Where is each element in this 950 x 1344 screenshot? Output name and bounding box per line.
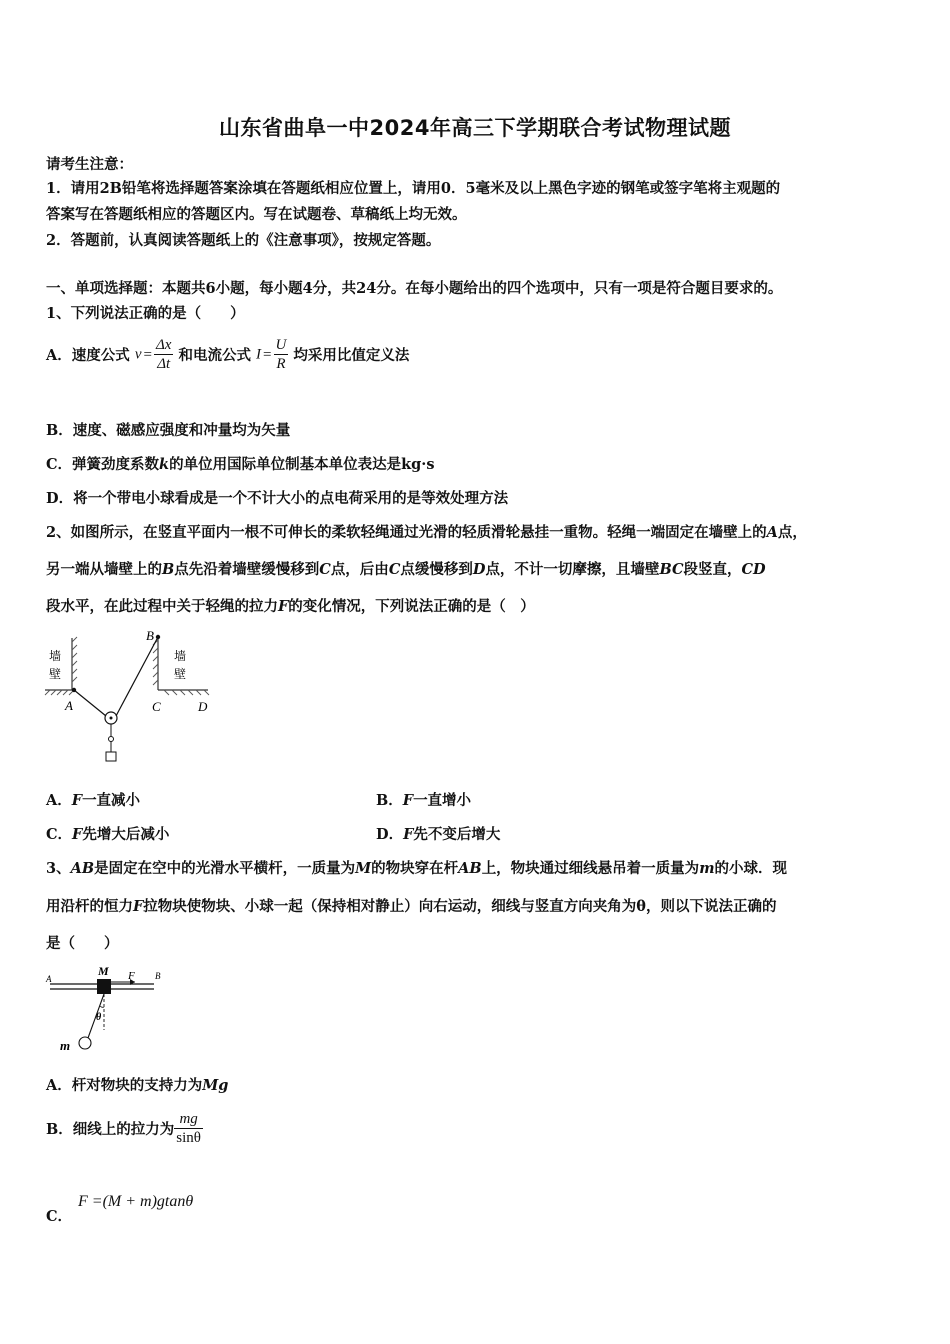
question-2-line-2: 另一端从墙壁上的B点先沿着墙壁缓慢移到C点，后由C点缓慢移到D点，不计一切摩擦，且墙壁BC段竖直，CD	[46, 561, 766, 578]
right-wall-label-2: 壁	[174, 667, 187, 681]
force-label: F	[128, 970, 135, 982]
question-3-line-3: 是（ ）	[46, 935, 119, 952]
question-3-option-c-label: C．	[46, 1208, 73, 1225]
question-3-option-b: B．细线上的拉力为 $\frac{mg}{\sin\theta}$	[46, 1111, 201, 1146]
hanger-hook	[109, 737, 114, 742]
point-a-label: A	[65, 698, 73, 713]
angle-theta-label: θ	[96, 1012, 102, 1023]
notice-item-1-line-1: 1．请用2B铅笔将选择题答案涂填在答题纸相应位置上，请用0．5毫米及以上黑色字迹的钢笔或签字笔将主观题的	[46, 180, 781, 197]
option-a-suffix: 均采用比值定义法	[293, 347, 410, 364]
rod-block-diagram	[40, 960, 170, 1058]
right-wall-label-1: 墙	[174, 649, 187, 663]
rod-end-b-label: B	[155, 971, 161, 981]
tension-denominator: sinθ	[176, 1130, 201, 1146]
question-1-option-b: B．速度、磁感应强度和冲量均为矢量	[46, 422, 291, 439]
block-m	[97, 979, 111, 994]
current-numerator: U	[275, 337, 287, 353]
question-2-line-1: 2、如图所示，在竖直平面内一根不可伸长的柔软轻绳通过光滑的轻质滑轮悬挂一重物。轻绳一端固定在墙壁上的A点，	[46, 524, 807, 541]
question-1-option-a: A．速度公式 v = $\frac{\Delta x}{\Delta t}$ 和电流公式 I = $\frac{U}{R}$ 均采用比值定义法	[46, 337, 410, 372]
question-3-option-a: A．杆对物块的支持力为Mg	[46, 1077, 229, 1094]
notice-heading: 请考生注意：	[46, 156, 133, 173]
current-denominator: R	[276, 356, 286, 372]
option-a-mid: 和电流公式	[178, 347, 251, 364]
left-wall-label-2: 壁	[49, 667, 62, 681]
option-a-prefix: A．速度公式	[46, 347, 130, 364]
rod-end-a-label: A	[46, 974, 52, 984]
current-symbol: I	[256, 346, 262, 363]
notice-item-1-line-2: 答案写在答题纸相应的答题区内。写在试题卷、草稿纸上均无效。	[46, 206, 467, 223]
question-1-option-c: C．弹簧劲度系数k的单位用国际单位制基本单位表达是kg·s	[46, 456, 435, 473]
velocity-denominator: Δt	[157, 356, 171, 372]
question-2-option-c: C．F先增大后减小	[46, 826, 170, 843]
velocity-fraction	[154, 336, 173, 373]
hanging-weight	[106, 752, 116, 761]
point-d-label: D	[198, 699, 208, 714]
equals-sign: =	[143, 346, 152, 363]
question-1-stem: 1、下列说法正确的是（ ）	[46, 305, 245, 322]
question-3-line-1: 3、AB是固定在空中的光滑水平横杆，一质量为M的物块穿在杆AB上，物块通过细线悬吊着一质量为m的小球．现	[46, 860, 788, 877]
angle-arc	[100, 1006, 104, 1007]
ball-mass-label: m	[60, 1038, 71, 1053]
section-heading: 一、单项选择题：本题共6小题，每小题4分，共24分。在每小题给出的四个选项中，只有一项是符合题目要求的。	[46, 280, 783, 297]
ball-m	[79, 1037, 91, 1049]
question-3-option-c-formula: F =(M + m)gtanθ	[78, 1193, 194, 1210]
tension-fraction	[174, 1110, 203, 1147]
point-b-label: B	[146, 628, 154, 643]
left-wall-label-1: 墙	[49, 649, 62, 663]
pulley-axle	[110, 717, 113, 720]
block-mass-label: M	[98, 964, 109, 978]
rope-left-segment	[74, 690, 106, 716]
question-2-option-a: A．F一直减小	[46, 792, 141, 809]
tension-numerator: mg	[174, 1110, 203, 1129]
velocity-numerator: Δx	[155, 337, 172, 353]
question-3-line-2: 用沿杆的恒力F拉物块使物块、小球一起（保持相对静止）向右运动，细线与竖直方向夹角为θ，则以下说法正确的	[46, 898, 777, 915]
question-1-option-d: D．将一个带电小球看成是一个不计大小的点电荷采用的是等效处理方法	[46, 490, 509, 507]
velocity-symbol: v	[134, 346, 142, 363]
current-fraction	[274, 336, 289, 373]
point-c-label: C	[152, 699, 161, 714]
question-2-option-b: B．F一直增小	[376, 792, 472, 809]
pulley-wall-diagram	[40, 628, 230, 768]
notice-item-2: 2．答题前，认真阅读答题纸上的《注意事项》，按规定答题。	[46, 232, 441, 249]
question-2-option-d: D．F先不变后增大	[376, 826, 501, 843]
question-2-line-3: 段水平，在此过程中关于轻绳的拉力F的变化情况，下列说法正确的是（ ）	[46, 598, 535, 615]
page-title: 山东省曲阜一中2024年高三下学期联合考试物理试题	[219, 116, 731, 140]
